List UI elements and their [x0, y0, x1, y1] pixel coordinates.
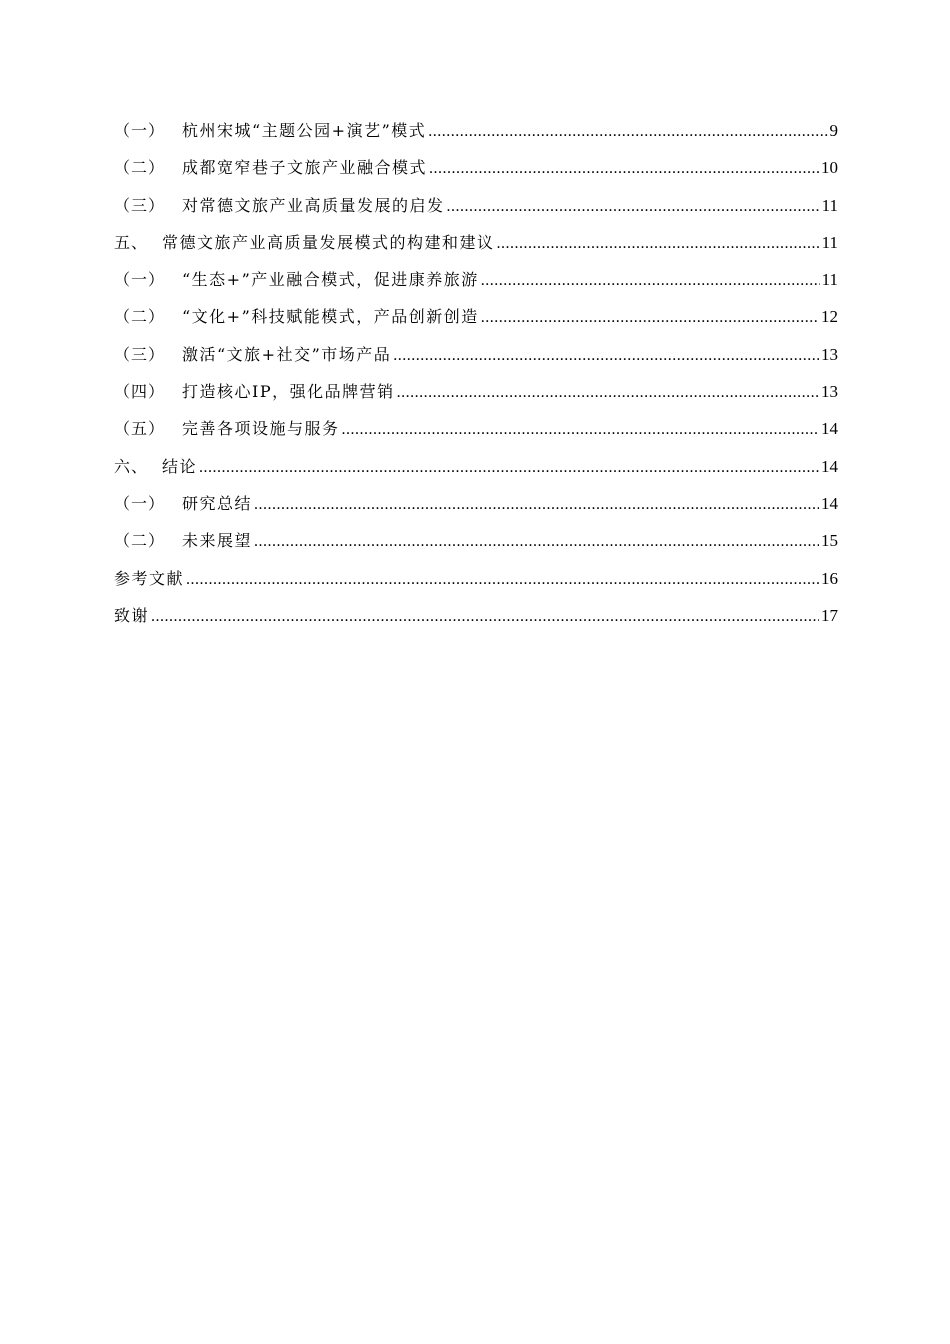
toc-entry-title: 研究总结	[182, 493, 253, 513]
toc-entry-page: 15	[821, 531, 838, 551]
toc-entry[interactable]	[114, 560, 838, 597]
toc-dot-leader	[151, 598, 819, 635]
toc-entry[interactable]	[114, 410, 838, 447]
toc-entry-number: （一）	[114, 493, 166, 513]
toc-dot-leader	[342, 411, 819, 448]
toc-dot-leader	[497, 225, 820, 262]
toc-dot-leader	[481, 299, 819, 336]
toc-dot-leader	[254, 486, 819, 523]
toc-entry-title: 致谢	[114, 605, 150, 625]
toc-entry[interactable]	[114, 112, 838, 149]
toc-dot-leader	[186, 561, 819, 598]
toc-entry-title: 未来展望	[182, 531, 253, 551]
toc-entry-number: （四）	[114, 382, 166, 402]
toc-entry-title: 激活“文旅+社交”市场产品	[182, 344, 392, 364]
toc-entry-page: 17	[821, 605, 838, 625]
toc-entry-page: 14	[821, 493, 838, 513]
toc-entry[interactable]	[114, 522, 838, 559]
toc-entry-number: （一）	[114, 121, 166, 140]
toc-entry-number: （一）	[114, 270, 166, 290]
toc-entry[interactable]	[114, 187, 838, 224]
toc-entry-number: （二）	[114, 307, 166, 327]
toc-dot-leader	[397, 374, 819, 411]
toc-entry-title: 成都宽窄巷子文旅产业融合模式	[182, 158, 428, 178]
toc-entry-title: 参考文献	[114, 568, 185, 588]
toc-entry[interactable]	[114, 485, 838, 522]
toc-entry-title: “文化+”科技赋能模式，产品创新创造	[182, 307, 479, 327]
toc-dot-leader	[254, 523, 819, 560]
toc-entry[interactable]	[114, 261, 838, 298]
toc-dot-leader	[429, 150, 819, 187]
toc-entry-title: 对常德文旅产业高质量发展的启发	[182, 195, 445, 215]
toc-entry-page: 13	[821, 344, 838, 364]
toc-entry-title: 完善各项设施与服务	[182, 419, 340, 439]
toc-entry-page: 14	[821, 419, 838, 439]
toc-entry[interactable]	[114, 224, 838, 261]
toc-entry-page: 11	[821, 232, 838, 252]
toc-entry-page: 10	[821, 158, 838, 178]
toc-entry-number: 六、	[114, 456, 149, 476]
toc-entry[interactable]	[114, 373, 838, 410]
toc-entry-page: 13	[821, 382, 838, 402]
toc-dot-leader	[393, 337, 819, 374]
toc-entry-page: 12	[821, 307, 838, 327]
toc-entry[interactable]	[114, 336, 838, 373]
toc-entry[interactable]	[114, 597, 838, 634]
toc-entry-page: 9	[829, 121, 838, 140]
toc-entry-number: （三）	[114, 195, 166, 215]
toc-entry-title: 结论	[162, 456, 198, 476]
toc-dot-leader	[428, 113, 827, 150]
toc-entry-number: （三）	[114, 344, 166, 364]
toc-entry-page: 11	[821, 195, 838, 215]
toc-entry-title: 常德文旅产业高质量发展模式的构建和建议	[162, 232, 495, 252]
toc-dot-leader	[199, 449, 819, 486]
toc-entry-page: 14	[821, 456, 838, 476]
table-of-contents	[114, 112, 838, 634]
toc-entry-number: （二）	[114, 531, 166, 551]
toc-entry-number: 五、	[114, 232, 149, 252]
toc-entry-title: 杭州宋城“主题公园+演艺”模式	[182, 121, 427, 140]
toc-entry[interactable]	[114, 448, 838, 485]
toc-entry[interactable]	[114, 298, 838, 335]
toc-entry-number: （二）	[114, 158, 166, 178]
toc-entry-title: “生态+”产业融合模式，促进康养旅游	[182, 270, 479, 290]
toc-entry-page: 11	[821, 270, 838, 290]
toc-entry[interactable]	[114, 149, 838, 186]
toc-entry-number: （五）	[114, 419, 166, 439]
toc-entry-page: 16	[821, 568, 838, 588]
toc-dot-leader	[447, 188, 820, 225]
toc-entry-title: 打造核心IP，强化品牌营销	[182, 382, 395, 402]
toc-dot-leader	[481, 262, 820, 299]
